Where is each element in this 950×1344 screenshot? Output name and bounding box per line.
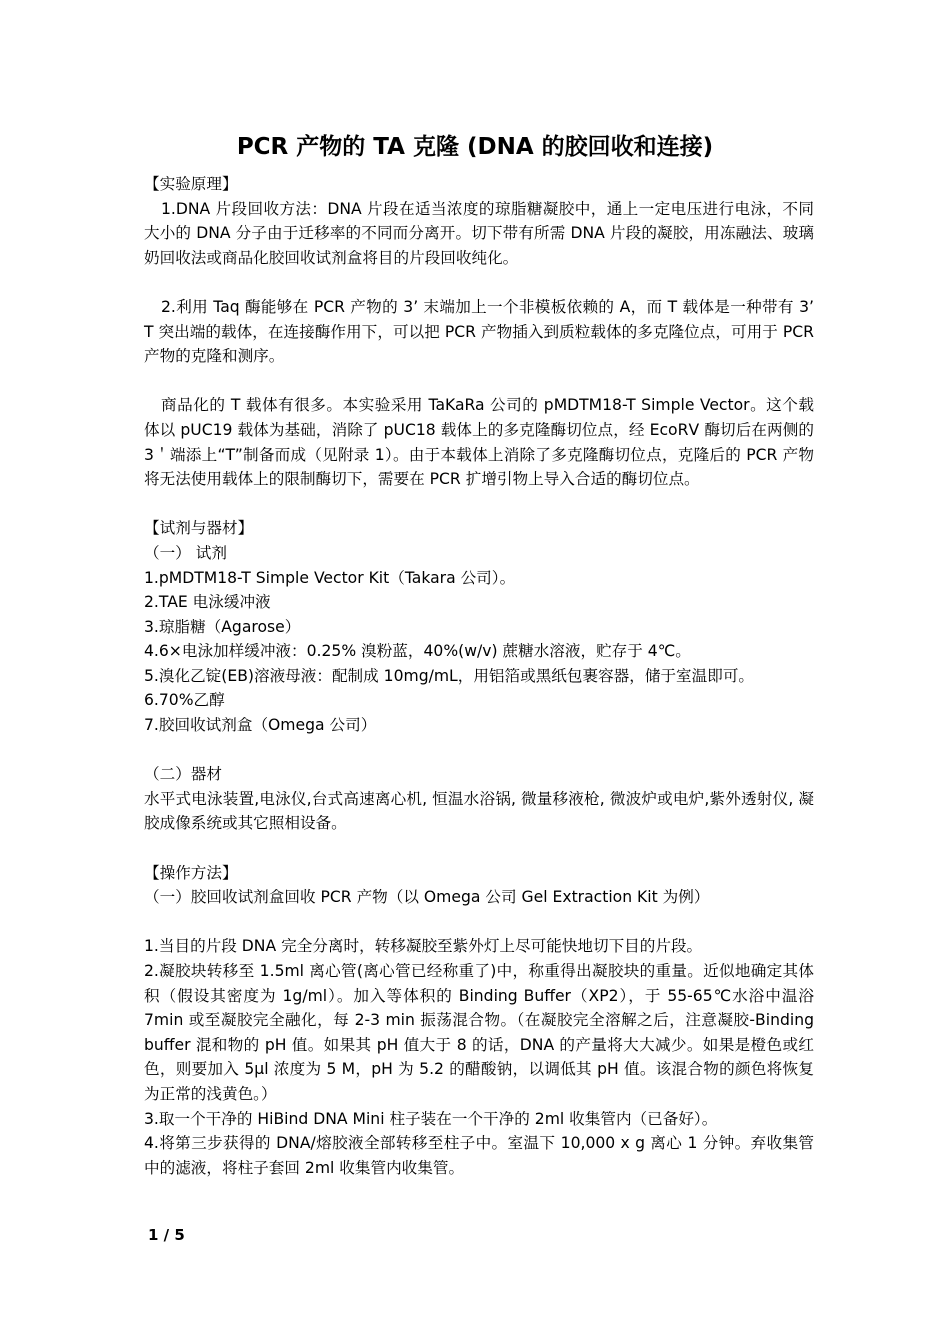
method-step: 2.凝胶块转移至 1.5ml 离心管(离心管已经称重了)中，称重得出凝胶块的重量。近似地确定其体积（假设其密度为 1g/ml）。加入等体积的 Binding Buffer（XP2），于 55-65℃水浴中温浴 7min 或至凝胶完全融化，每 2-3 min 振荡混合物。（在凝胶完全溶解之后，注意凝胶-Binding buffer 混和物的 pH 值。如果其 pH 值大于 8 的话，DNA 的产量将大大减少。如果是橙色或红色，则要加入 5μl 浓度为 5 M，pH 为 5.2 的醋酸钠，以调低其 pH 值。该混合物的颜色将恢复为正常的浅黄色。）	[144, 962, 814, 1103]
methods-heading: 【操作方法】	[144, 863, 238, 882]
reagent-item: 5.溴化乙锭(EB)溶液母液：配制成 10mg/mL，用铝箔或黑纸包裹容器，储于室温即可。	[144, 666, 755, 685]
equipment-heading: （二）器材	[144, 765, 222, 784]
page-indicator: 1 / 5	[148, 1226, 185, 1244]
method-step: 3.取一个干净的 HiBind DNA Mini 柱子装在一个干净的 2ml 收集管内（已备好）。	[144, 1109, 718, 1128]
reagent-item: 6.70%乙醇	[144, 691, 225, 710]
method-step: 4.将第三步获得的 DNA/熔胶液全部转移至柱子中。室温下 10,000 x g 离心 1 分钟。弃收集管中的滤液，将柱子套回 2ml 收集管内收集管。	[144, 1134, 814, 1177]
equipment-list: 水平式电泳装置,电泳仪,台式高速离心机, 恒温水浴锅, 微量移液枪, 微波炉或电炉,紫外透射仪, 凝胶成像系统或其它照相设备。	[144, 789, 814, 833]
document-title: PCR 产物的 TA 克隆 (DNA 的胶回收和连接)	[236, 134, 714, 160]
spacer	[144, 492, 814, 517]
reagent-item: 4.6×电泳加样缓冲液：0.25% 溴粉蓝，40%(w/v) 蔗糖水溶液，贮存于 4℃。	[144, 642, 691, 661]
reagent-item: 7.胶回收试剂盒（Omega 公司）	[144, 716, 377, 735]
spacer	[144, 910, 814, 935]
principle-paragraph-3: 商品化的 T 载体有很多。本实验采用 TaKaRa 公司的 pMDTM18-T Simple Vector。这个载体以 pUC19 载体为基础，消除了 pUC18 载体上的多克隆酶切位点，经 EcoRⅤ 酶切后在两侧的 3＇端添上“T”制备而成（见附录 1）。由于本载体上消除了多克隆酶切位点，克隆后的 PCR 产物将无法使用载体上的限制酶切下，需要在 PCR 扩增引物上导入合适的酶切位点。	[144, 396, 814, 489]
spacer	[144, 836, 814, 861]
principle-paragraph-1: 1.DNA 片段回收方法：DNA 片段在适当浓度的琼脂糖凝胶中，通上一定电压进行电泳，不同大小的 DNA 分子由于迁移率的不同而分离开。切下带有所需 DNA 片段的凝胶，用冻融法、玻璃奶回收法或商品化胶回收试剂盒将目的片段回收纯化。	[144, 199, 814, 267]
principle-heading: 【实验原理】	[144, 175, 238, 193]
materials-heading: 【试剂与器材】	[144, 519, 254, 538]
spacer	[144, 369, 814, 394]
principle-paragraph-2: 2.利用 Taq 酶能够在 PCR 产物的 3’ 末端加上一个非模板依赖的 A，而 T 载体是一种带有 3’ T 突出端的载体，在连接酶作用下，可以把 PCR 产物插入到质粒载体的多克隆位点，可用于 PCR 产物的克隆和测序。	[144, 297, 814, 366]
method-step: 1.当目的片段 DNA 完全分离时，转移凝胶至紫外灯上尽可能快地切下目的片段。	[144, 937, 703, 956]
spacer	[144, 738, 814, 763]
methods-subheading: （一）胶回收试剂盒回收 PCR 产物（以 Omega 公司 Gel Extraction Kit 为例）	[144, 888, 710, 907]
reagents-heading: （一） 试剂	[144, 543, 227, 562]
reagent-item: 1.pMDTM18-T Simple Vector Kit（Takara 公司）。	[144, 568, 516, 587]
document-body	[144, 172, 814, 1180]
reagent-item: 2.TAE 电泳缓冲液	[144, 593, 271, 612]
reagent-item: 3.琼脂糖（Agarose）	[144, 617, 301, 636]
spacer	[144, 270, 814, 295]
